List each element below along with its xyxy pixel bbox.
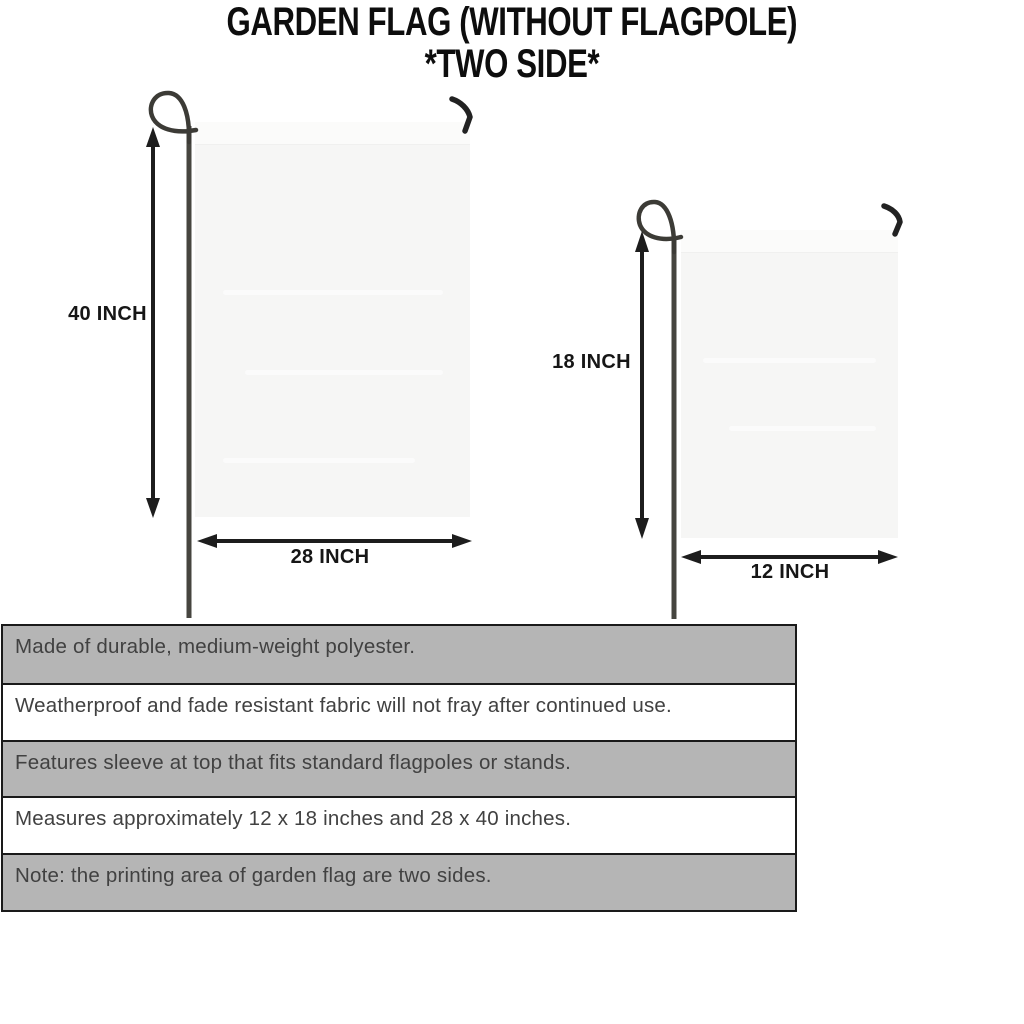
- fabric-fold-streak: [703, 358, 877, 363]
- feature-row: Measures approximately 12 x 18 inches and 28 x 40 inches.: [3, 796, 795, 853]
- feature-row: Made of durable, medium-weight polyester.: [3, 626, 795, 683]
- title-line-1: [0, 1, 1024, 43]
- page-title: [0, 1, 1024, 85]
- width-label-small: 12 INCH: [750, 561, 830, 583]
- feature-row: Weatherproof and fade resistant fabric will not fray after continued use.: [3, 683, 795, 740]
- height-label-large: 40 INCH: [68, 303, 147, 325]
- arrow-up-icon: [635, 231, 649, 252]
- arrow-right-icon: [878, 550, 898, 564]
- fabric-fold-streak: [223, 290, 443, 295]
- arrow-up-icon: [146, 127, 160, 147]
- fabric-fold-streak: [223, 458, 416, 463]
- feature-row: Features sleeve at top that fits standard flagpoles or stands.: [3, 740, 795, 797]
- flagpole-loop-icon: [151, 93, 196, 142]
- flag-large: [195, 122, 470, 517]
- arrow-down-icon: [635, 518, 649, 539]
- title-line-2: [0, 43, 1024, 85]
- flagpole-loop-icon: [639, 202, 681, 252]
- arrow-down-icon: [146, 498, 160, 518]
- flag-small: [681, 230, 898, 538]
- feature-row: Note: the printing area of garden flag are two sides.: [3, 853, 795, 910]
- arrow-left-icon: [681, 550, 701, 564]
- width-label-large: 28 INCH: [290, 546, 370, 568]
- flag-large-sleeve: [195, 122, 470, 145]
- fabric-fold-streak: [245, 370, 443, 375]
- arrow-left-icon: [197, 534, 217, 548]
- flag-small-sleeve: [681, 230, 898, 253]
- title-text-main: GARDEN FLAG (WITHOUT FLAGPOLE): [226, 0, 798, 44]
- height-label-small: 18 INCH: [552, 351, 631, 373]
- arrow-right-icon: [452, 534, 472, 548]
- features-table: [1, 624, 797, 912]
- title-text-sub: *TWO SIDE*: [424, 42, 600, 86]
- fabric-fold-streak: [729, 426, 877, 431]
